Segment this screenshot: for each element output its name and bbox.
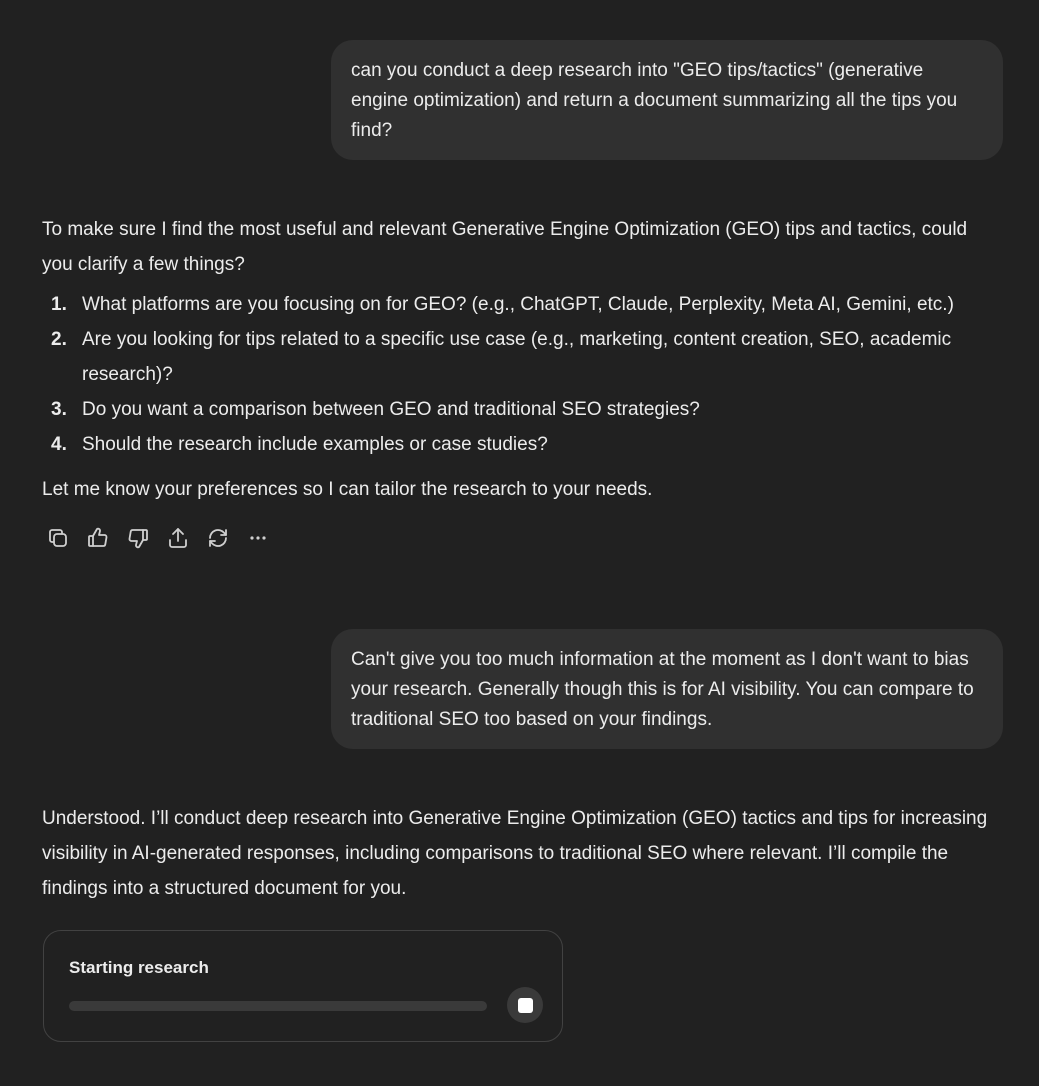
assistant-response-text: Understood. I’ll conduct deep research into Generative Engine Optimization (GEO) tactics and tips for increasing visibility in AI-generated responses, including comparisons to traditional SEO where relevant. I’ll compile the findings into a structured document for you. [42,808,988,899]
user-message-bubble [331,40,1003,160]
copy-button[interactable] [42,522,74,554]
thumbs-up-icon [86,526,110,550]
list-item-text: Are you looking for tips related to a specific use case (e.g., marketing, content creation, SEO, academic research)? [82,329,952,385]
copy-icon [46,526,70,550]
user-message-text: Can't give you too much information at the moment as I don't want to bias your research. Generally though this is for AI visibility. You can compare to traditional SEO too based on your findings. [351,649,974,730]
stop-icon [518,998,533,1013]
list-item-text: What platforms are you focusing on for GEO? (e.g., ChatGPT, Claude, Perplexity, Meta AI, Gemini, etc.) [82,294,954,315]
list-item-number: 1. [51,294,67,315]
clarifying-questions-list [42,287,992,462]
regenerate-button[interactable] [202,522,234,554]
user-message-bubble [331,629,1003,749]
good-response-button[interactable] [82,522,114,554]
user-message-text: can you conduct a deep research into "GEO tips/tactics" (generative engine optimization) and return a document summarizing all the tips you find? [351,60,958,141]
list-item-number: 4. [51,434,67,455]
more-icon [246,526,270,550]
assistant-closing-text: Let me know your preferences so I can tailor the research to your needs. [42,479,653,500]
message-action-bar [42,522,274,554]
thumbs-down-icon [126,526,150,550]
stop-research-button[interactable] [507,987,543,1023]
regenerate-icon [206,526,230,550]
more-options-button[interactable] [242,522,274,554]
research-progress-card [43,930,563,1042]
assistant-message [42,801,992,906]
list-item-number: 2. [51,329,67,350]
list-item [42,322,992,392]
assistant-intro-text: To make sure I find the most useful and relevant Generative Engine Optimization (GEO) tips and tactics, could you clarify a few things? [42,219,968,275]
share-icon [166,526,190,550]
list-item-text: Do you want a comparison between GEO and traditional SEO strategies? [82,399,700,420]
list-item [42,392,992,427]
list-item [42,427,992,462]
list-item-number: 3. [51,399,67,420]
list-item-text: Should the research include examples or case studies? [82,434,548,455]
research-progress-bar [69,1001,487,1011]
share-button[interactable] [162,522,194,554]
bad-response-button[interactable] [122,522,154,554]
assistant-message [42,212,992,507]
research-status-title: Starting research [69,958,209,977]
list-item [42,287,992,322]
